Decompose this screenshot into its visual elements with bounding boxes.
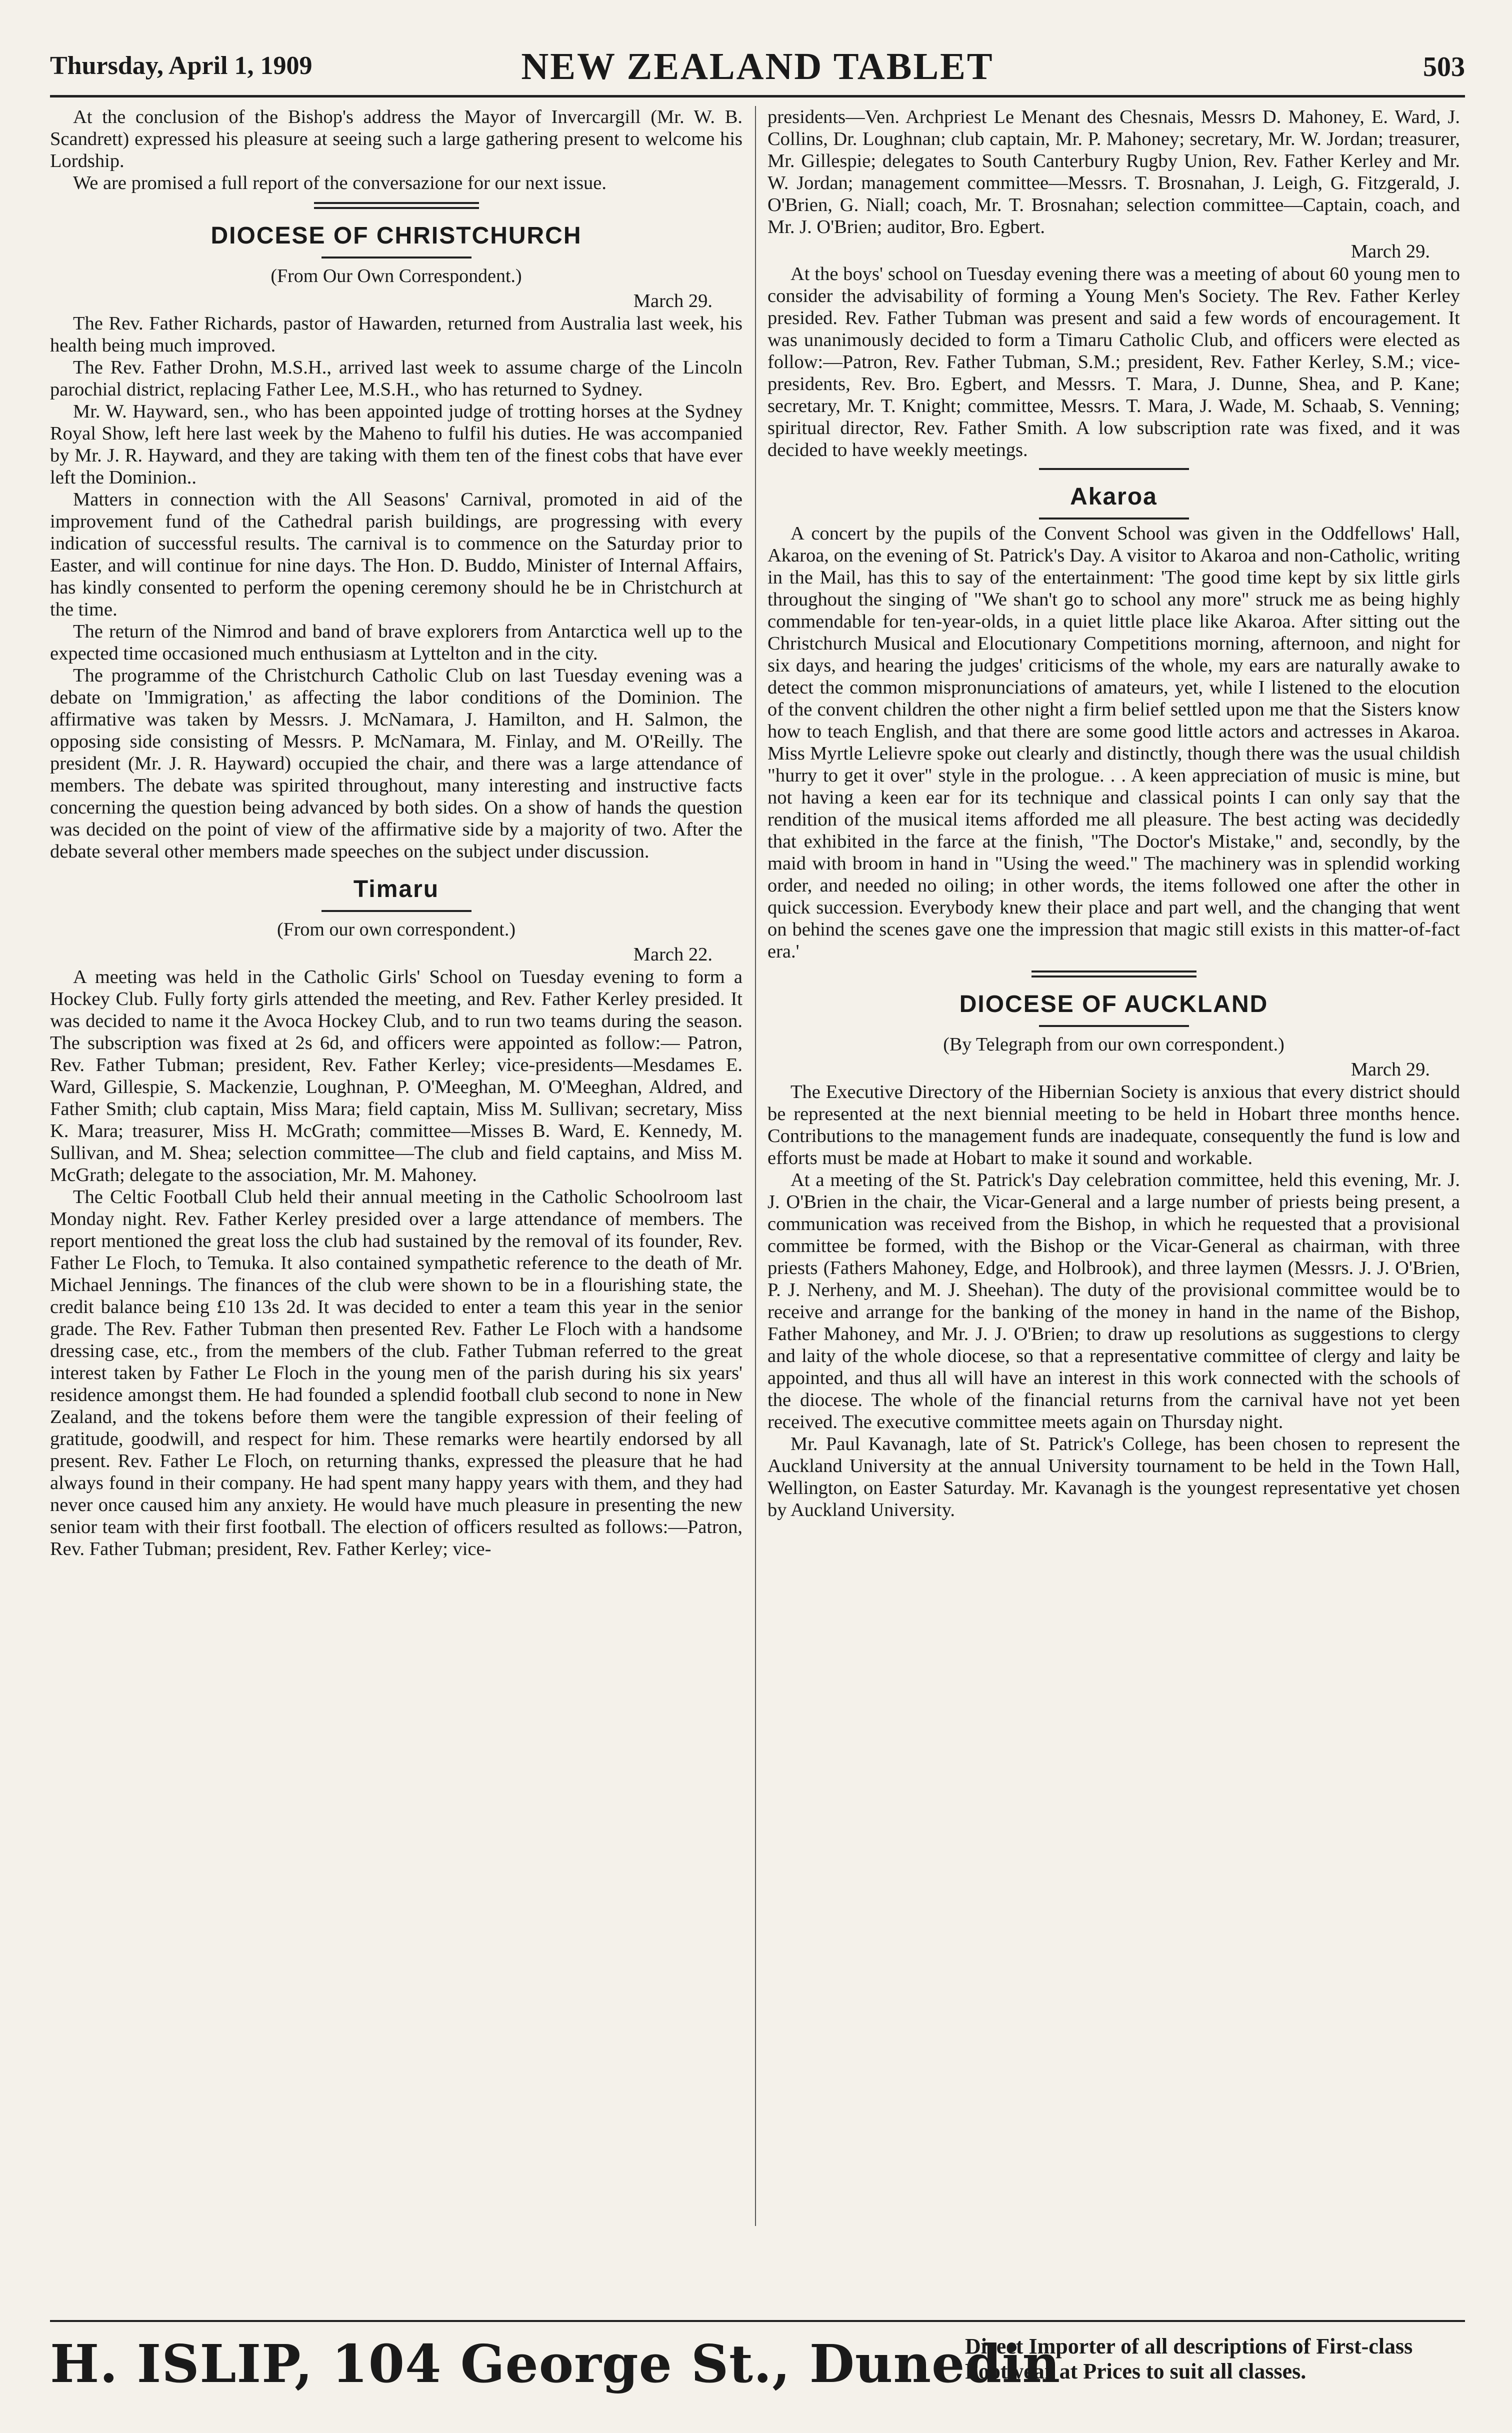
article-paragraph: Mr. W. Hayward, sen., who has been appointed judge of trotting horses at the Sydney Royal Show, left here last week by the Maheno to fulfil his duties. He was accompanied by Mr. J. R. Hayward, and they are taking with them ten of the finest cobs that have ever left the Dominion..: [50, 401, 742, 488]
left-column: [50, 106, 742, 2226]
article-paragraph: Mr. Paul Kavanagh, late of St. Patrick's College, has been chosen to represent the Auckland University at the annual University tournament to be held in the Town Hall, Wellington, on Easter Saturday. Mr. Kavanagh is the youngest representative yet chosen by Auckland University.: [768, 1434, 1460, 1520]
auckland-correspondent: (By Telegraph from our own correspondent.): [943, 1034, 1284, 1055]
article-paragraph: A meeting was held in the Catholic Girls' School on Tuesday evening to form a Hockey Club. Fully forty girls attended the meeting, and Rev. Father Kerley presided. It was decided to name it the Avoca Hockey Club, and to run two teams during the season. The subscription was fixed at 2s 6d, and officers were appointed as follow:— Patron, Rev. Father Tubman; president, Rev. Father Kerley; vice-presidents—Mesdames E. Ward, Gillespie, S. Mackenzie, Loughnan, P. O'Meeghan, M. O'Meeghan, Aldred, and Father Smith; club captain, Miss Mara; field captain, Miss M. Sullivan; secretary, Miss K. Mara; treasurer, Miss H. McGrath; committee—Misses B. Ward, E. Kennedy, M. Sullivan, and M. Shea; selection committee—The club and field captains, and Miss M. McGrath; delegate to the association, Mr. M. Mahoney.: [50, 966, 742, 1186]
article-paragraph: At a meeting of the St. Patrick's Day celebration committee, held this evening, Mr. J. J. O'Brien in the chair, the Vicar-General and a large number of priests being present, a communication was received from the Bishop, in which he requested that a provisional committee be formed, with the Bishop or the Vicar-General as chairman, with three priests (Fathers Mahoney, Edge, and Holbrook), and three laymen (Messrs. J. J. O'Brien, P. J. Nerheny, and M. J. Sheehan). The duty of the provisional committee would be to receive and arrange for the banking of the money in hand in the name of the Bishop, Father Mahoney, and Mr. J. J. O'Brien; to draw up resolutions as suggestions to clergy and laity of the whole diocese, so that a representative committee of clergy and laity be appointed, and thus all will have an interest in this work connected with the schools of the diocese. The whole of the financial returns from the carnival have not yet been received. The executive committee meets again on Thursday night.: [768, 1170, 1460, 1432]
article-paragraph: The Rev. Father Drohn, M.S.H., arrived last week to assume charge of the Lincoln parochial district, replacing Father Lee, M.S.H., who has returned to Sydney.: [50, 357, 742, 400]
article-paragraph: The Rev. Father Richards, pastor of Hawarden, returned from Australia last week, his health being much improved.: [50, 313, 742, 356]
column-rule: [755, 106, 756, 2226]
timaru-dateline: March 22.: [633, 944, 712, 965]
heading-rule: [322, 910, 472, 912]
article-paragraph: The Executive Directory of the Hibernian Society is anxious that every district should be represented at the next biennial meeting to be held in Hobart three months hence. Contributions to the management funds are inadequate, consequently the fund is low and efforts must be made at Hobart to make it sound and workable.: [768, 1082, 1460, 1168]
akaroa-heading: Akaroa: [1070, 484, 1158, 510]
heading-rule: [322, 256, 472, 258]
section-divider: [1032, 970, 1196, 978]
section-divider: [314, 202, 479, 209]
issue-date: Thursday, April 1, 1909: [50, 52, 312, 80]
heading-rule: [1039, 1025, 1189, 1027]
auckland-heading: DIOCESE OF AUCKLAND: [959, 991, 1268, 1018]
auckland-dateline: March 29.: [1350, 1059, 1430, 1080]
footer-advertisement: [50, 2320, 1465, 2392]
section-divider: [1039, 468, 1189, 470]
intro-paragraph: We are promised a full report of the conversazione for our next issue.: [73, 172, 607, 194]
advertiser-name: H. ISLIP, 104 George St., Dunedin: [50, 2333, 1061, 2394]
article-paragraph: At the boys' school on Tuesday evening there was a meeting of about 60 young men to consider the advisability of forming a Young Men's Society. The Rev. Father Kerley presided. Rev. Father Tubman was present and said a few words of encouragement. It was unanimously decided to form a Timaru Catholic Club, and officers were elected as follow:—Patron, Rev. Father Tubman, S.M.; president, Rev. Father Kerley, S.M.; vice-presidents, Rev. Bro. Egbert, and Messrs. T. Mara, J. Dunne, Shea, and P. Kane; secretary, Mr. T. Knight; committee, Messrs. T. Mara, J. Wade, M. Schaab, S. Venning; spiritual director, Rev. Father Smith. A low subscription rate was fixed, and it was decided to have weekly meetings.: [768, 264, 1460, 460]
christchurch-dateline: March 29.: [633, 290, 712, 312]
article-paragraph: Matters in connection with the All Seasons' Carnival, promoted in aid of the improvement fund of the Cathedral parish buildings, are progressing with every indication of successful results. The carnival is to commence on the Saturday prior to Easter, and will continue for nine days. The Hon. D. Buddo, Minister of Internal Affairs, has kindly consented to perform the opening ceremony should he be in Christchurch at the time.: [50, 489, 742, 620]
page-number: 503: [1423, 52, 1465, 82]
timaru-correspondent: (From our own correspondent.): [276, 919, 516, 940]
heading-rule: [1039, 518, 1189, 520]
continued-dateline: March 29.: [1350, 241, 1430, 262]
article-paragraph: A concert by the pupils of the Convent School was given in the Oddfellows' Hall, Akaroa, on the evening of St. Patrick's Day. A visitor to Akaroa and non-Catholic, writing in the Mail, has this to say of the entertainment: 'The good time kept by six little girls throughout the singing of "We shan't go to school any more" struck me as being highly commendable for ten-year-olds, in a quiet little place like Akaroa. After sitting out the Christchurch Musical and Elocutionary Competitions morning, afternoon, and night for six days, and hearing the judges' criticisms of the whole, my ears are naturally awake to detect the common mispronunciations of amateurs, yet, while I listened to the elocution of the convent children the other night a firm belief settled upon me that the Sisters know how to teach English, and that there are some good little actors and actresses in Akaroa. Miss Myrtle Lelievre spoke out clearly and distinctly, though there was the usual childish "hurry to get it over" style in the prologue. . . A keen appreciation of music is mine, but not having a keen ear for its technique and classical points I can only say that the rendition of the musical items afforded me all pleasure. The best acting was decidedly that exhibited in the farce at the finish, "The Doctor's Mistake," and, secondly, by the maid with broom in hand in "Using the weed." The machinery was in splendid working order, and needed no oiling; in other words, the items followed one after the other in quick succession. Everybody knew their place and part well, and the changing that went on behind the scenes gave one the impression that magic still exists in this matter-of-fact era.': [768, 523, 1460, 962]
christchurch-heading: DIOCESE OF CHRISTCHURCH: [210, 222, 582, 249]
continued-paragraph: presidents—Ven. Archpriest Le Menant des Chesnais, Messrs D. Mahoney, E. Ward, J. Collins, Dr. Loughnan; club captain, Mr. P. Mahoney; secretary, Mr. W. Jordan; treasurer, Mr. Gillespie; delegates to South Canterbury Rugby Union, Rev. Father Kerley and Mr. W. Jordan; management committee—Messrs. T. Brosnahan, J. Leigh, G. Fitzgerald, J. O'Brien, G. Niall; coach, Mr. T. Brosnahan; selection committee—Captain, coach, and Mr. J. O'Brien; auditor, Bro. Egbert.: [768, 106, 1460, 238]
page-header: [50, 40, 1465, 98]
intro-paragraph: At the conclusion of the Bishop's address the Mayor of Invercargill (Mr. W. B. Scandrett) expressed his pleasure at seeing such a large gathering present to welcome his Lordship.: [50, 106, 742, 172]
masthead-title: NEW ZEALAND TABLET: [521, 46, 994, 88]
right-column: [768, 106, 1460, 2226]
article-paragraph: The programme of the Christchurch Catholic Club on last Tuesday evening was a debate on 'Immigration,' as affecting the labor conditions of the Dominion. The affirmative was taken by Messrs. J. McNamara, J. Hamilton, and H. Salmon, the opposing side consisting of Messrs. P. McNamara, M. Finlay, and M. O'Reilly. The president (Mr. J. R. Hayward) occupied the chair, and there was a large attendance of members. The debate was spirited throughout, many interesting and instructive facts concerning the question being advanced by both sides. On a show of hands the question was decided on the point of view of the affirmative side by a majority of two. After the debate several other members made speeches on the subject under discussion.: [50, 665, 742, 862]
article-paragraph: The return of the Nimrod and band of brave explorers from Antarctica well up to the expected time occasioned much enthusiasm at Lyttelton and in the city.: [50, 621, 742, 664]
christchurch-correspondent: (From Our Own Correspondent.): [270, 266, 522, 286]
article-paragraph: The Celtic Football Club held their annual meeting in the Catholic Schoolroom last Monday night. Rev. Father Kerley presided over a large attendance of members. The report mentioned the great loss the club had sustained by the removal of its founder, Rev. Father Le Floch, to Temuka. It also contained sympathetic reference to the death of Mr. Michael Jennings. The finances of the club were shown to be in a flourishing state, the credit balance being £10 13s 2d. It was decided to enter a team this year in the senior grade. The Rev. Father Tubman then presented Rev. Father Le Floch with a handsome dressing case, etc., from the members of the club. Father Tubman referred to the great interest taken by Father Le Floch in the young men of the parish during his six years' residence amongst them. He had founded a splendid football club second to none in New Zealand, and the tokens before them were the tangible expression of their feeling of gratitude, goodwill, and respect for him. These remarks were heartily endorsed by all present. Rev. Father Le Floch, on returning thanks, expressed the pleasure that he had always found in their company. He had spent many happy years with them, and they had never once caused him any anxiety. He would have much pleasure in presenting the new senior team with their first football. The election of officers resulted as follows:—Patron, Rev. Father Tubman; president, Rev. Father Kerley; vice-: [50, 1186, 742, 1560]
timaru-heading: Timaru: [353, 876, 440, 902]
advertiser-tagline: Direct Importer of all descriptions of First-class Footwear at Prices to suit all classes.: [965, 2334, 1413, 2384]
